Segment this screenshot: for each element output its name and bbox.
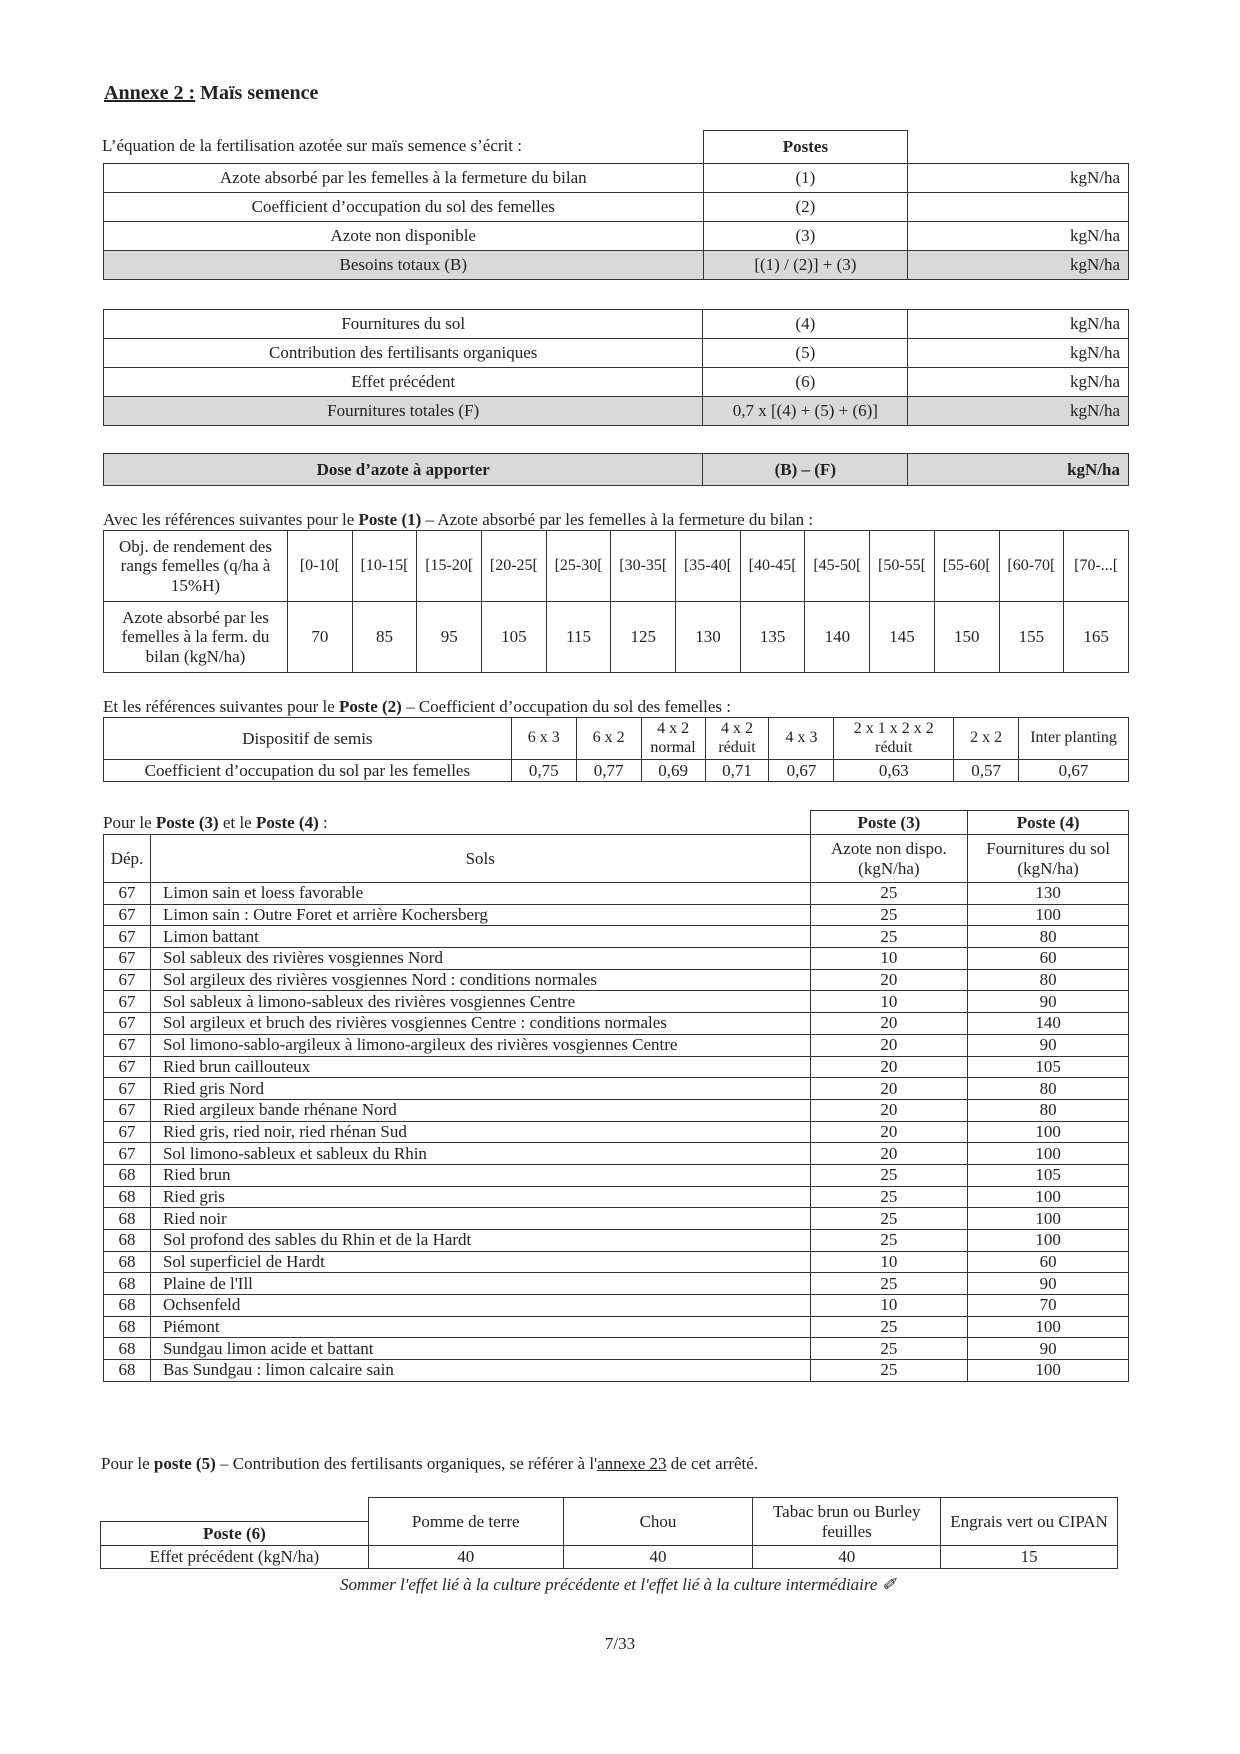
sol-name: Ried gris bbox=[150, 1186, 810, 1208]
fournitures-row bbox=[104, 339, 1129, 368]
rendement-range: [15-20[ bbox=[417, 531, 482, 602]
sol-row bbox=[104, 1273, 1129, 1295]
sol-dep: 68 bbox=[104, 1251, 151, 1273]
poste1-row1-label: Obj. de rendement des rangs femelles (q/ha à 15%H) bbox=[104, 531, 288, 602]
sol-row bbox=[104, 1013, 1129, 1035]
sol-name: Ried brun bbox=[150, 1164, 810, 1186]
sol-row bbox=[104, 1143, 1129, 1165]
dispositif-semis: 6 x 3 bbox=[511, 718, 576, 760]
besoins-poste: (2) bbox=[703, 193, 908, 222]
sol-name: Sundgau limon acide et battant bbox=[150, 1338, 810, 1360]
besoins-label: Coefficient d’occupation du sol des femelles bbox=[104, 193, 704, 222]
culture-precedente: Pomme de terre bbox=[368, 1498, 563, 1546]
sol-row bbox=[104, 1164, 1129, 1186]
sol-fournitures: 80 bbox=[968, 1078, 1129, 1100]
sol-azote-non-dispo: 25 bbox=[810, 926, 968, 948]
azote-header: Azote non dispo. (kgN/ha) bbox=[810, 835, 968, 883]
sol-name: Ried gris, ried noir, ried rhénan Sud bbox=[150, 1121, 810, 1143]
azote-absorbe-value: 165 bbox=[1064, 602, 1129, 673]
dispositif-semis: 2 x 2 bbox=[954, 718, 1019, 760]
effet-precedent-value: 40 bbox=[563, 1546, 753, 1569]
culture-precedente: Engrais vert ou CIPAN bbox=[941, 1498, 1118, 1546]
rendement-range: [10-15[ bbox=[352, 531, 417, 602]
sol-dep: 67 bbox=[104, 1034, 151, 1056]
sol-row bbox=[104, 926, 1129, 948]
dose-label: Dose d’azote à apporter bbox=[104, 454, 703, 486]
sol-dep: 67 bbox=[104, 926, 151, 948]
coef-occupation: 0,71 bbox=[705, 760, 769, 782]
sol-azote-non-dispo: 25 bbox=[810, 1208, 968, 1230]
rendement-range: [45-50[ bbox=[805, 531, 870, 602]
fournitures-row bbox=[104, 397, 1129, 426]
azote-absorbe-value: 145 bbox=[870, 602, 935, 673]
sol-azote-non-dispo: 20 bbox=[810, 1099, 968, 1121]
sol-row bbox=[104, 1230, 1129, 1252]
sol-row bbox=[104, 1034, 1129, 1056]
sol-row bbox=[104, 1316, 1129, 1338]
azote-absorbe-value: 130 bbox=[676, 602, 741, 673]
fournitures-unit: kgN/ha bbox=[908, 368, 1129, 397]
sol-fournitures: 80 bbox=[968, 1099, 1129, 1121]
azote-absorbe-value: 135 bbox=[740, 602, 805, 673]
rendement-range: [40-45[ bbox=[740, 531, 805, 602]
besoins-row bbox=[104, 251, 1129, 280]
poste3-header: Poste (3) bbox=[810, 811, 968, 835]
besoins-label: Azote absorbé par les femelles à la fermeture du bilan bbox=[104, 164, 704, 193]
dose-unit: kgN/ha bbox=[908, 454, 1129, 486]
sol-row bbox=[104, 883, 1129, 905]
sol-name: Sol profond des sables du Rhin et de la Hardt bbox=[150, 1230, 810, 1252]
sol-azote-non-dispo: 25 bbox=[810, 1273, 968, 1295]
fournitures-poste: 0,7 x [(4) + (5) + (6)] bbox=[703, 397, 908, 426]
sol-name: Bas Sundgau : limon calcaire sain bbox=[150, 1360, 810, 1382]
fournitures-header: Fournitures du sol (kgN/ha) bbox=[968, 835, 1129, 883]
sol-dep: 68 bbox=[104, 1316, 151, 1338]
sol-dep: 68 bbox=[104, 1338, 151, 1360]
dispositif-semis: 4 x 2 réduit bbox=[705, 718, 769, 760]
sol-fournitures: 100 bbox=[968, 904, 1129, 926]
sol-dep: 67 bbox=[104, 883, 151, 905]
rendement-range: [35-40[ bbox=[676, 531, 741, 602]
sol-row bbox=[104, 948, 1129, 970]
sol-row bbox=[104, 1360, 1129, 1382]
sol-fournitures: 105 bbox=[968, 1056, 1129, 1078]
poste6-table bbox=[100, 1497, 1118, 1569]
rendement-range: [50-55[ bbox=[870, 531, 935, 602]
sol-fournitures: 60 bbox=[968, 948, 1129, 970]
azote-absorbe-value: 150 bbox=[934, 602, 999, 673]
sol-fournitures: 140 bbox=[968, 1013, 1129, 1035]
besoins-label: Besoins totaux (B) bbox=[104, 251, 704, 280]
sol-fournitures: 100 bbox=[968, 1208, 1129, 1230]
pencil-icon: ✐ bbox=[881, 1575, 896, 1594]
page-title bbox=[104, 82, 318, 105]
sol-azote-non-dispo: 25 bbox=[810, 1338, 968, 1360]
rendement-range: [0-10[ bbox=[287, 531, 352, 602]
besoins-poste: (3) bbox=[703, 222, 908, 251]
poste2-row1-label: Dispositif de semis bbox=[104, 718, 512, 760]
annexe23-link[interactable]: annexe 23 bbox=[597, 1454, 667, 1473]
culture-precedente: Chou bbox=[563, 1498, 753, 1546]
page-number: 7/33 bbox=[604, 1634, 636, 1653]
postes-header: Postes bbox=[703, 131, 908, 164]
sol-azote-non-dispo: 10 bbox=[810, 948, 968, 970]
coef-occupation: 0,67 bbox=[1019, 760, 1129, 782]
effet-precedent-value: 15 bbox=[941, 1546, 1118, 1569]
sol-azote-non-dispo: 25 bbox=[810, 883, 968, 905]
sol-dep: 68 bbox=[104, 1273, 151, 1295]
sol-row bbox=[104, 1208, 1129, 1230]
sol-name: Ried brun caillouteux bbox=[150, 1056, 810, 1078]
rendement-range: [20-25[ bbox=[482, 531, 547, 602]
effet-precedent-value: 40 bbox=[753, 1546, 941, 1569]
fournitures-row bbox=[104, 310, 1129, 339]
fournitures-label: Fournitures totales (F) bbox=[104, 397, 703, 426]
sol-azote-non-dispo: 20 bbox=[810, 1078, 968, 1100]
sol-fournitures: 100 bbox=[968, 1360, 1129, 1382]
sol-dep: 67 bbox=[104, 1121, 151, 1143]
sol-dep: 67 bbox=[104, 1078, 151, 1100]
sol-name: Limon sain : Outre Foret et arrière Kochersberg bbox=[150, 904, 810, 926]
sol-name: Limon battant bbox=[150, 926, 810, 948]
fournitures-unit: kgN/ha bbox=[908, 339, 1129, 368]
coef-occupation: 0,67 bbox=[769, 760, 834, 782]
sol-azote-non-dispo: 25 bbox=[810, 1230, 968, 1252]
sol-azote-non-dispo: 25 bbox=[810, 904, 968, 926]
poste34-intro: Pour le Poste (3) et le Poste (4) : bbox=[103, 813, 328, 832]
intro-text: L’équation de la fertilisation azotée sur maïs semence s’écrit : bbox=[102, 136, 522, 155]
sol-fournitures: 80 bbox=[968, 926, 1129, 948]
sol-dep: 67 bbox=[104, 991, 151, 1013]
sol-azote-non-dispo: 20 bbox=[810, 1034, 968, 1056]
annex-label: Annexe 2 : bbox=[104, 82, 196, 104]
rendement-range: [30-35[ bbox=[611, 531, 676, 602]
poste6-note: Sommer l'effet lié à la culture précédente et l'effet lié à la culture intermédiaire ✐ bbox=[340, 1575, 896, 1594]
sol-fournitures: 100 bbox=[968, 1230, 1129, 1252]
sol-dep: 67 bbox=[104, 969, 151, 991]
sol-azote-non-dispo: 25 bbox=[810, 1360, 968, 1382]
sol-dep: 67 bbox=[104, 1099, 151, 1121]
sol-azote-non-dispo: 20 bbox=[810, 969, 968, 991]
poste1-row2-label: Azote absorbé par les femelles à la ferm. du bilan (kgN/ha) bbox=[104, 602, 288, 673]
sol-azote-non-dispo: 20 bbox=[810, 1056, 968, 1078]
poste1-intro: Avec les références suivantes pour le Poste (1) – Azote absorbé par les femelles à la fermeture du bilan : bbox=[103, 510, 814, 529]
sol-dep: 68 bbox=[104, 1295, 151, 1317]
sol-row bbox=[104, 1186, 1129, 1208]
besoins-unit bbox=[908, 193, 1129, 222]
sol-fournitures: 90 bbox=[968, 1273, 1129, 1295]
dispositif-semis: 2 x 1 x 2 x 2 réduit bbox=[834, 718, 954, 760]
sol-azote-non-dispo: 10 bbox=[810, 1251, 968, 1273]
sol-fournitures: 100 bbox=[968, 1186, 1129, 1208]
sol-row bbox=[104, 1056, 1129, 1078]
sol-azote-non-dispo: 20 bbox=[810, 1013, 968, 1035]
sol-fournitures: 90 bbox=[968, 991, 1129, 1013]
sol-name: Limon sain et loess favorable bbox=[150, 883, 810, 905]
sol-name: Sol limono-sablo-argileux à limono-argileux des rivières vosgiennes Centre bbox=[150, 1034, 810, 1056]
sol-fournitures: 70 bbox=[968, 1295, 1129, 1317]
sol-dep: 67 bbox=[104, 904, 151, 926]
fournitures-poste: (5) bbox=[703, 339, 908, 368]
azote-absorbe-value: 125 bbox=[611, 602, 676, 673]
fournitures-table bbox=[103, 309, 1129, 426]
azote-absorbe-value: 95 bbox=[417, 602, 482, 673]
sol-azote-non-dispo: 20 bbox=[810, 1143, 968, 1165]
sol-row bbox=[104, 969, 1129, 991]
sol-row bbox=[104, 1338, 1129, 1360]
sol-dep: 68 bbox=[104, 1230, 151, 1252]
sol-name: Sol argileux des rivières vosgiennes Nord : conditions normales bbox=[150, 969, 810, 991]
annex-subject: Maïs semence bbox=[195, 82, 319, 104]
sol-dep: 68 bbox=[104, 1164, 151, 1186]
azote-absorbe-value: 155 bbox=[999, 602, 1064, 673]
dep-header: Dép. bbox=[104, 835, 151, 883]
sol-dep: 67 bbox=[104, 1056, 151, 1078]
sol-fournitures: 100 bbox=[968, 1143, 1129, 1165]
besoins-unit: kgN/ha bbox=[908, 251, 1129, 280]
azote-absorbe-value: 115 bbox=[546, 602, 611, 673]
sol-fournitures: 60 bbox=[968, 1251, 1129, 1273]
rendement-range: [70-...[ bbox=[1064, 531, 1129, 602]
rendement-range: [25-30[ bbox=[546, 531, 611, 602]
coef-occupation: 0,75 bbox=[511, 760, 576, 782]
besoins-row bbox=[104, 193, 1129, 222]
coef-occupation: 0,63 bbox=[834, 760, 954, 782]
coef-occupation: 0,57 bbox=[954, 760, 1019, 782]
fournitures-poste: (6) bbox=[703, 368, 908, 397]
sol-azote-non-dispo: 20 bbox=[810, 1121, 968, 1143]
sol-fournitures: 90 bbox=[968, 1034, 1129, 1056]
dispositif-semis: Inter planting bbox=[1019, 718, 1129, 760]
sol-name: Sol limono-sableux et sableux du Rhin bbox=[150, 1143, 810, 1165]
coef-occupation: 0,77 bbox=[576, 760, 641, 782]
azote-absorbe-value: 140 bbox=[805, 602, 870, 673]
sol-dep: 68 bbox=[104, 1186, 151, 1208]
besoins-poste: [(1) / (2)] + (3) bbox=[703, 251, 908, 280]
sol-fournitures: 100 bbox=[968, 1316, 1129, 1338]
fournitures-unit: kgN/ha bbox=[908, 310, 1129, 339]
poste34-table bbox=[103, 810, 1129, 1382]
poste6-row-label: Effet précédent (kgN/ha) bbox=[101, 1546, 369, 1569]
sol-name: Plaine de l'Ill bbox=[150, 1273, 810, 1295]
besoins-table bbox=[103, 130, 1129, 280]
azote-absorbe-value: 70 bbox=[287, 602, 352, 673]
rendement-range: [55-60[ bbox=[934, 531, 999, 602]
effet-precedent-value: 40 bbox=[368, 1546, 563, 1569]
sol-azote-non-dispo: 25 bbox=[810, 1316, 968, 1338]
dispositif-semis: 4 x 3 bbox=[769, 718, 834, 760]
coef-occupation: 0,69 bbox=[641, 760, 705, 782]
poste5-text: Pour le poste (5) – Contribution des fertilisants organiques, se référer à l'annexe 23 de cet arrêté. bbox=[101, 1454, 759, 1473]
sol-row bbox=[104, 1121, 1129, 1143]
poste4-header: Poste (4) bbox=[968, 811, 1129, 835]
sol-name: Sol sableux des rivières vosgiennes Nord bbox=[150, 948, 810, 970]
poste6-header: Poste (6) bbox=[101, 1522, 369, 1546]
sol-row bbox=[104, 1099, 1129, 1121]
sol-dep: 67 bbox=[104, 1143, 151, 1165]
sol-row bbox=[104, 904, 1129, 926]
sol-dep: 67 bbox=[104, 948, 151, 970]
sol-azote-non-dispo: 10 bbox=[810, 991, 968, 1013]
sol-name: Ried argileux bande rhénane Nord bbox=[150, 1099, 810, 1121]
sol-name: Sol superficiel de Hardt bbox=[150, 1251, 810, 1273]
sol-fournitures: 105 bbox=[968, 1164, 1129, 1186]
dose-poste: (B) – (F) bbox=[703, 454, 908, 486]
besoins-row bbox=[104, 222, 1129, 251]
sol-row bbox=[104, 1295, 1129, 1317]
rendement-range: [60-70[ bbox=[999, 531, 1064, 602]
sol-dep: 67 bbox=[104, 1013, 151, 1035]
sol-fournitures: 90 bbox=[968, 1338, 1129, 1360]
sol-name: Sol sableux à limono-sableux des rivières vosgiennes Centre bbox=[150, 991, 810, 1013]
besoins-unit: kgN/ha bbox=[908, 222, 1129, 251]
azote-absorbe-value: 85 bbox=[352, 602, 417, 673]
sol-dep: 68 bbox=[104, 1208, 151, 1230]
sol-fournitures: 80 bbox=[968, 969, 1129, 991]
culture-precedente: Tabac brun ou Burley feuilles bbox=[753, 1498, 941, 1546]
sol-dep: 68 bbox=[104, 1360, 151, 1382]
fournitures-label: Contribution des fertilisants organiques bbox=[104, 339, 703, 368]
sol-name: Piémont bbox=[150, 1316, 810, 1338]
sol-row bbox=[104, 1251, 1129, 1273]
fournitures-label: Effet précédent bbox=[104, 368, 703, 397]
sol-name: Ried gris Nord bbox=[150, 1078, 810, 1100]
fournitures-row bbox=[104, 368, 1129, 397]
besoins-poste: (1) bbox=[703, 164, 908, 193]
poste2-row2-label: Coefficient d’occupation du sol par les femelles bbox=[104, 760, 512, 782]
sol-name: Ried noir bbox=[150, 1208, 810, 1230]
sol-azote-non-dispo: 25 bbox=[810, 1186, 968, 1208]
sol-azote-non-dispo: 25 bbox=[810, 1164, 968, 1186]
fournitures-label: Fournitures du sol bbox=[104, 310, 703, 339]
fournitures-poste: (4) bbox=[703, 310, 908, 339]
azote-absorbe-value: 105 bbox=[482, 602, 547, 673]
dispositif-semis: 6 x 2 bbox=[576, 718, 641, 760]
sol-row bbox=[104, 1078, 1129, 1100]
besoins-row bbox=[104, 164, 1129, 193]
fournitures-unit: kgN/ha bbox=[908, 397, 1129, 426]
sol-row bbox=[104, 991, 1129, 1013]
sol-azote-non-dispo: 10 bbox=[810, 1295, 968, 1317]
besoins-label: Azote non disponible bbox=[104, 222, 704, 251]
sol-fournitures: 130 bbox=[968, 883, 1129, 905]
sols-header: Sols bbox=[150, 835, 810, 883]
dispositif-semis: 4 x 2 normal bbox=[641, 718, 705, 760]
dose-table bbox=[103, 453, 1129, 486]
besoins-unit: kgN/ha bbox=[908, 164, 1129, 193]
poste2-intro: Et les références suivantes pour le Poste (2) – Coefficient d’occupation du sol des femelles : bbox=[103, 697, 732, 716]
sol-name: Ochsenfeld bbox=[150, 1295, 810, 1317]
sol-name: Sol argileux et bruch des rivières vosgiennes Centre : conditions normales bbox=[150, 1013, 810, 1035]
sol-fournitures: 100 bbox=[968, 1121, 1129, 1143]
poste1-table bbox=[103, 530, 1129, 673]
poste2-table bbox=[103, 717, 1129, 782]
